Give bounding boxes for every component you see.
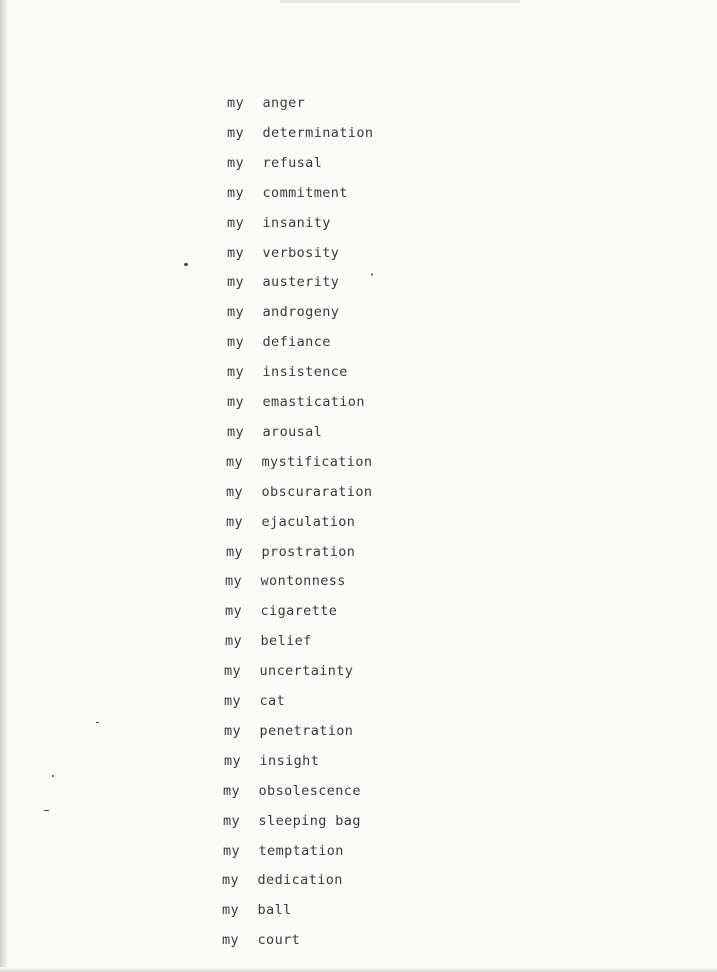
poem-line xyxy=(225,603,337,619)
line-word: court xyxy=(257,932,301,948)
poem-line xyxy=(227,155,322,171)
line-word: androgeny xyxy=(262,304,340,320)
line-prefix: my xyxy=(224,753,242,769)
line-word: ejaculation xyxy=(261,514,356,530)
poem-line xyxy=(223,783,361,799)
poem-line xyxy=(224,753,319,769)
line-word: insight xyxy=(259,753,320,769)
poem-line xyxy=(225,573,346,589)
line-word: cigarette xyxy=(260,603,338,619)
line-word: belief xyxy=(260,633,312,649)
line-prefix: my xyxy=(224,693,242,709)
line-prefix: my xyxy=(226,514,244,530)
line-prefix: my xyxy=(227,125,245,141)
poem-line xyxy=(223,813,361,829)
poem-line xyxy=(226,484,372,500)
line-word: temptation xyxy=(258,843,344,859)
poem-line xyxy=(222,902,292,918)
line-word: verbosity xyxy=(262,245,340,261)
line-word: ball xyxy=(257,902,292,918)
poem-line xyxy=(227,95,305,111)
line-prefix: my xyxy=(226,544,244,560)
poem-line xyxy=(227,125,373,141)
poem-line xyxy=(227,245,339,261)
line-word: determination xyxy=(262,125,374,141)
poem-line xyxy=(227,364,348,380)
line-prefix: my xyxy=(224,663,242,679)
line-word: insistence xyxy=(262,364,348,380)
line-word: uncertainty xyxy=(259,663,354,679)
line-word: austerity xyxy=(262,274,340,290)
poem-line xyxy=(227,215,331,231)
poem-line xyxy=(222,872,343,888)
line-word: wontonness xyxy=(260,573,346,589)
line-word: insanity xyxy=(262,215,331,231)
line-word: obscuraration xyxy=(261,484,373,500)
poem-line xyxy=(226,544,355,560)
poem-line xyxy=(227,424,322,440)
line-prefix: my xyxy=(227,304,245,320)
poem-line xyxy=(222,932,300,948)
poem-line xyxy=(227,334,331,350)
poem-line xyxy=(226,514,355,530)
line-prefix: my xyxy=(223,813,241,829)
line-word: dedication xyxy=(257,872,343,888)
line-prefix: my xyxy=(227,215,245,231)
line-prefix: my xyxy=(225,573,243,589)
line-prefix: my xyxy=(225,633,243,649)
poem-line xyxy=(225,633,312,649)
line-prefix: my xyxy=(222,902,240,918)
line-word: obsolescence xyxy=(258,783,361,799)
line-prefix: my xyxy=(227,274,245,290)
line-prefix: my xyxy=(226,484,244,500)
poem-line xyxy=(227,185,348,201)
line-prefix: my xyxy=(224,723,242,739)
line-prefix: my xyxy=(227,424,245,440)
line-prefix: my xyxy=(227,95,245,111)
line-word: mystification xyxy=(261,454,373,470)
line-word: commitment xyxy=(262,185,348,201)
line-word: penetration xyxy=(259,723,354,739)
line-word: sleeping bag xyxy=(258,813,361,829)
line-word: anger xyxy=(262,95,306,111)
poem-line xyxy=(227,304,339,320)
line-prefix: my xyxy=(223,843,241,859)
line-prefix: my xyxy=(227,364,245,380)
poem-line xyxy=(224,663,353,679)
line-prefix: my xyxy=(225,603,243,619)
poem-line xyxy=(223,843,344,859)
line-word: emastication xyxy=(262,394,365,410)
line-prefix: my xyxy=(227,334,245,350)
line-prefix: my xyxy=(227,155,245,171)
line-prefix: my xyxy=(227,394,245,410)
poem-line xyxy=(226,454,372,470)
line-word: defiance xyxy=(262,334,331,350)
line-prefix: my xyxy=(227,245,245,261)
line-word: refusal xyxy=(262,155,323,171)
line-prefix: my xyxy=(226,454,244,470)
line-prefix: my xyxy=(223,783,241,799)
line-word: prostration xyxy=(261,544,356,560)
poem-line xyxy=(224,723,353,739)
line-prefix: my xyxy=(222,872,240,888)
line-word: arousal xyxy=(262,424,323,440)
line-word: cat xyxy=(259,693,286,709)
poem-line xyxy=(224,693,285,709)
line-prefix: my xyxy=(227,185,245,201)
poem-line xyxy=(227,394,365,410)
line-prefix: my xyxy=(222,932,240,948)
poem-line xyxy=(227,274,339,290)
